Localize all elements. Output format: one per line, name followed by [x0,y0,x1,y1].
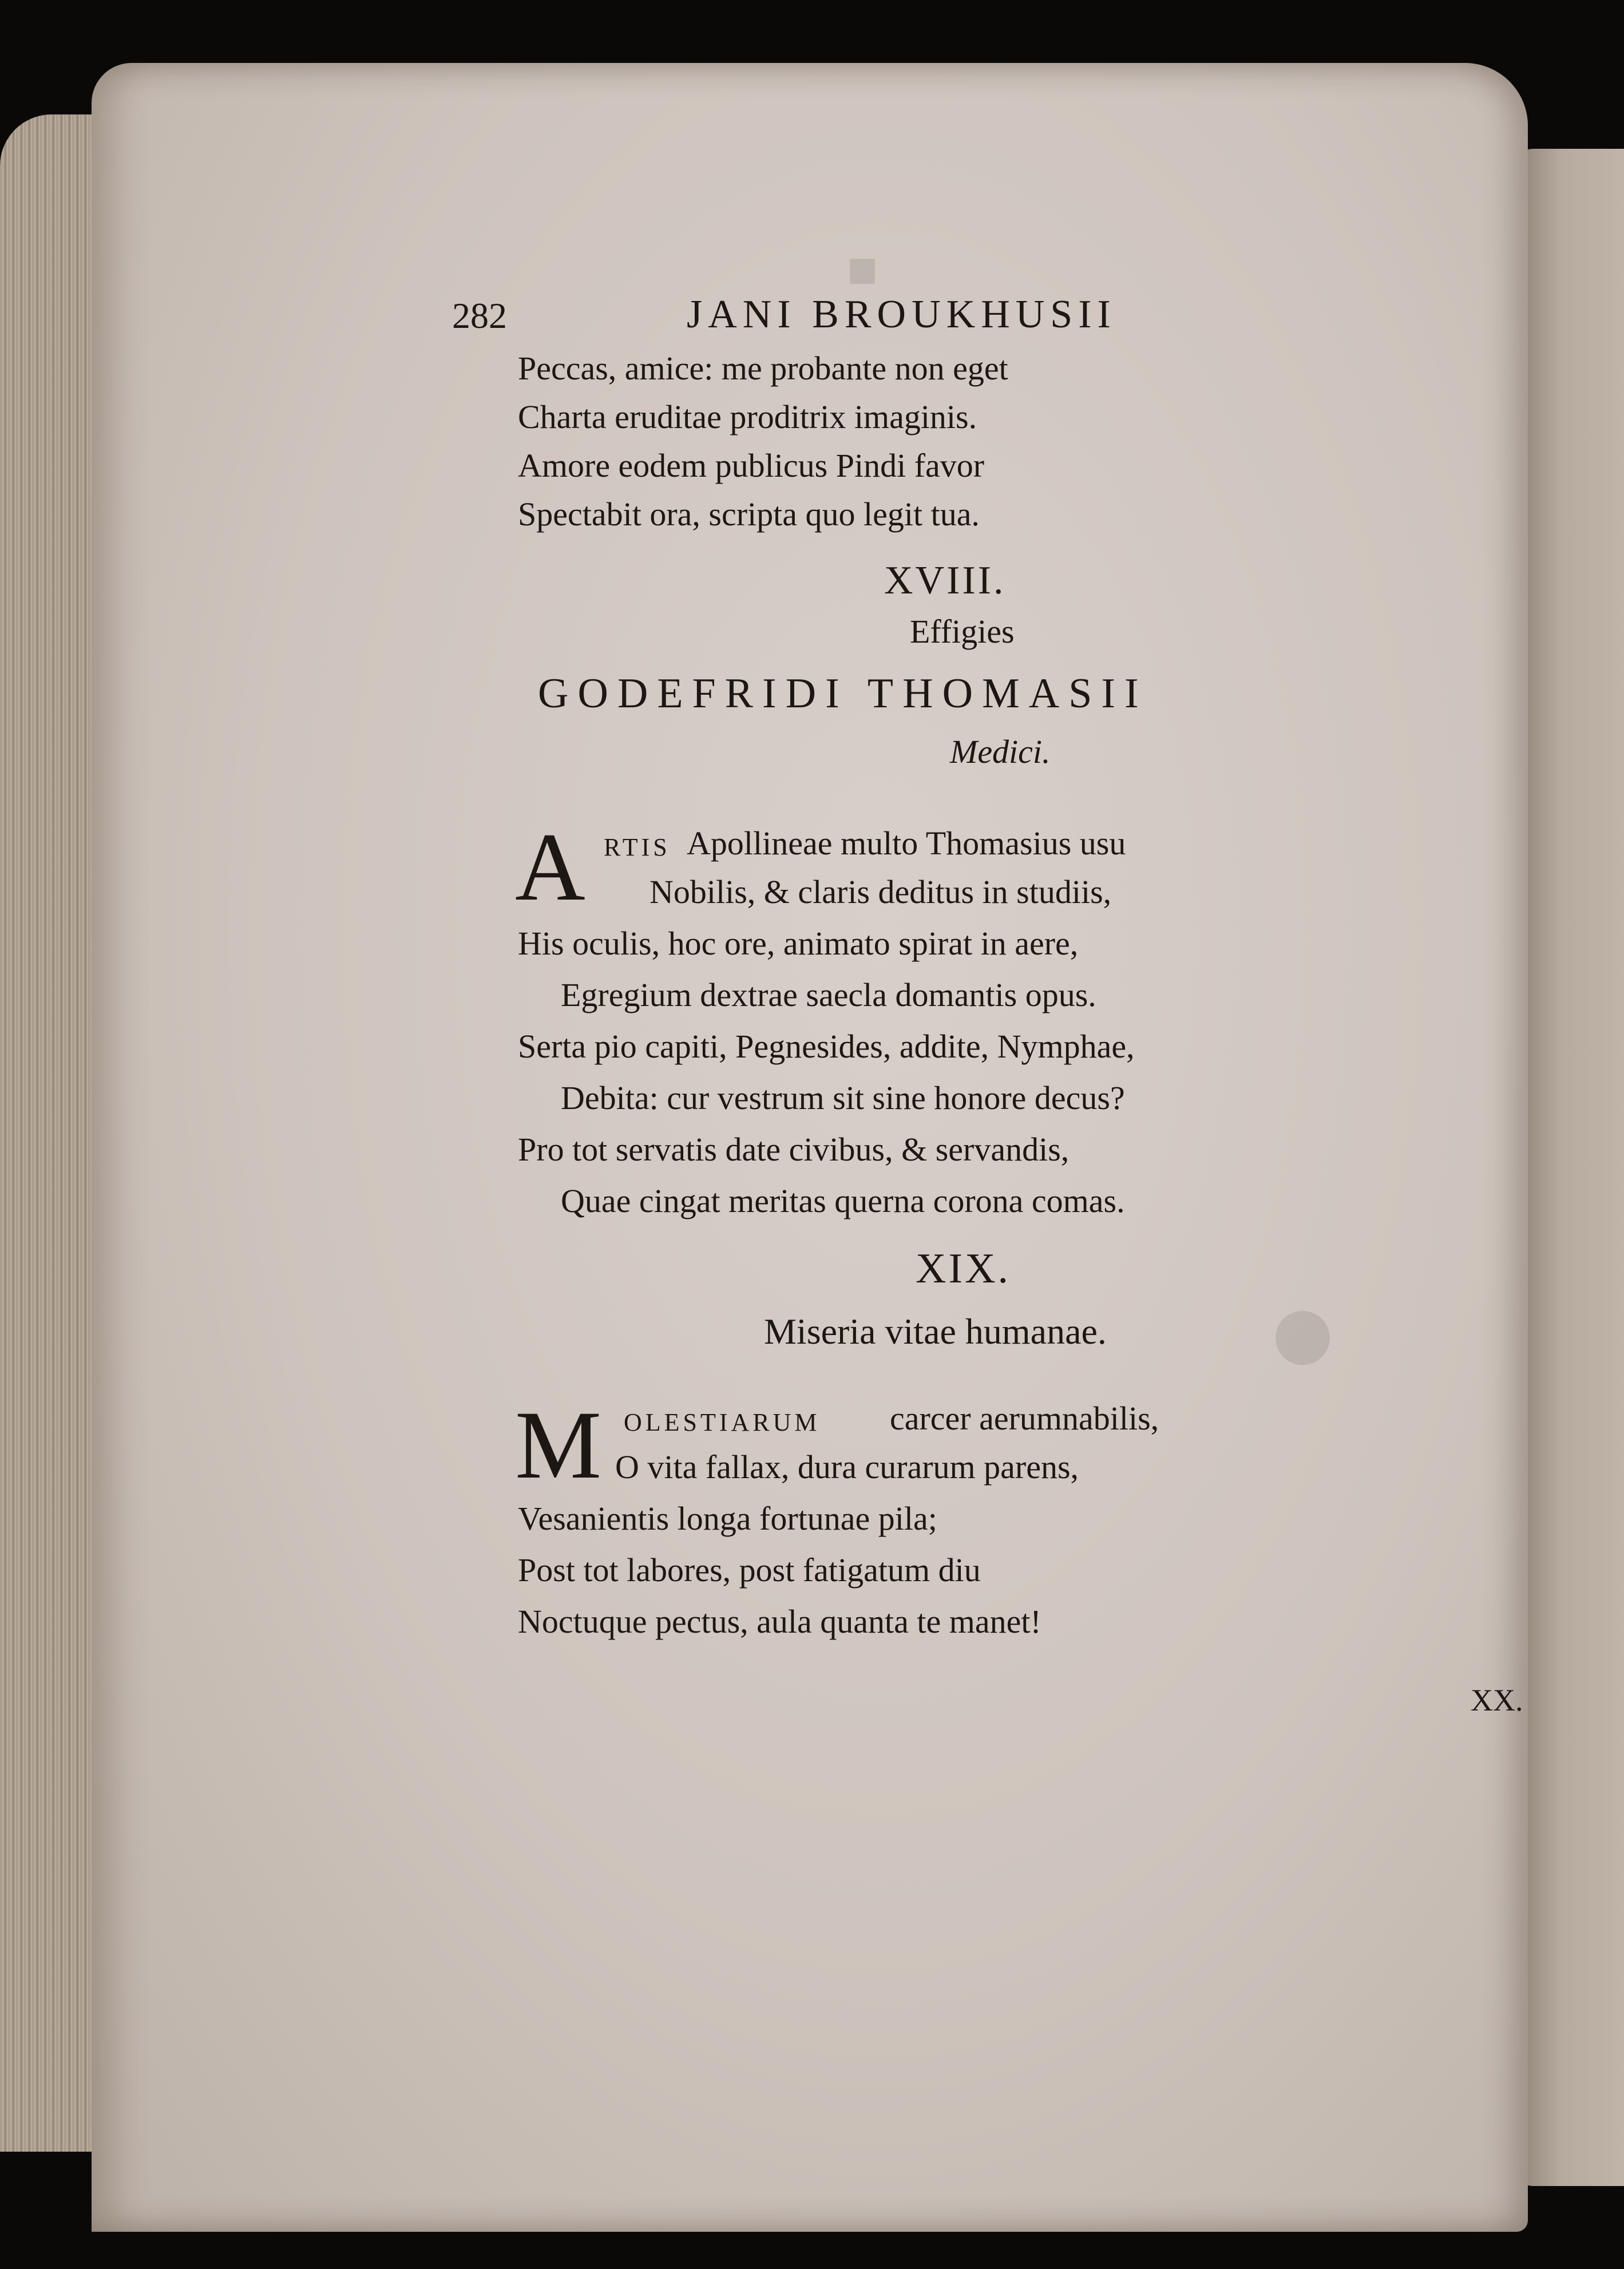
page-number: 282 [452,295,507,336]
xix-line-4: Post tot labores, post fatigatum diu [518,1551,981,1589]
section-numeral-xviii: XVIII. [884,559,1006,603]
running-title: JANI BROUKHUSII [687,292,1116,336]
xix-line-1: carcer aerumnabilis, [890,1400,1159,1437]
catchword: XX. [1471,1683,1523,1717]
show-through-initial: ● [1265,1261,1351,1401]
prev-line-1: Peccas, amice: me probante non eget [518,350,1008,387]
section-subtitle-effigies: Effigies [910,613,1015,650]
xviii-line-3: His oculis, hoc ore, animato spirat in aere, [518,925,1079,962]
xviii-line-5: Serta pio capiti, Pegnesides, addite, Nymphae, [518,1028,1135,1065]
dropcap-a: A [515,813,585,921]
section-title-xix: Miseria vitae humanae. [764,1311,1107,1352]
xviii-line-7: Pro tot servatis date civibus, & servandis, [518,1131,1070,1168]
xix-line-2: O vita fallax, dura curarum parens, [615,1448,1079,1486]
xviii-line-6: Debita: cur vestrum sit sine honore decus? [561,1079,1125,1116]
section-role: Medici. [950,733,1051,770]
first-word-rest-xix: OLESTIARUM [624,1408,821,1436]
prev-line-3: Amore eodem publicus Pindi favor [518,447,985,484]
xviii-line-1: Apollineae multo Thomasius usu [687,825,1126,862]
xviii-line-2: Nobilis, & claris deditus in studiis, [649,873,1112,910]
xix-line-3: Vesanientis longa fortunae pila; [518,1500,937,1537]
section-numeral-xix: XIX. [916,1245,1011,1292]
section-name: GODEFRIDI THOMASII [538,670,1148,717]
xviii-line-4: Egregium dextrae saecla domantis opus. [561,976,1096,1013]
show-through-header: ■ [847,241,889,298]
xix-line-5: Noctuque pectus, aula quanta te manet! [518,1603,1041,1640]
xviii-line-8: Quae cingat meritas querna corona comas. [561,1182,1125,1219]
prev-line-2: Charta eruditae proditrix imaginis. [518,398,977,435]
first-word-rest: RTIS [604,833,671,861]
prev-line-4: Spectabit ora, scripta quo legit tua. [518,496,980,533]
book-page [92,63,1528,2232]
dropcap-m: M [515,1391,602,1499]
